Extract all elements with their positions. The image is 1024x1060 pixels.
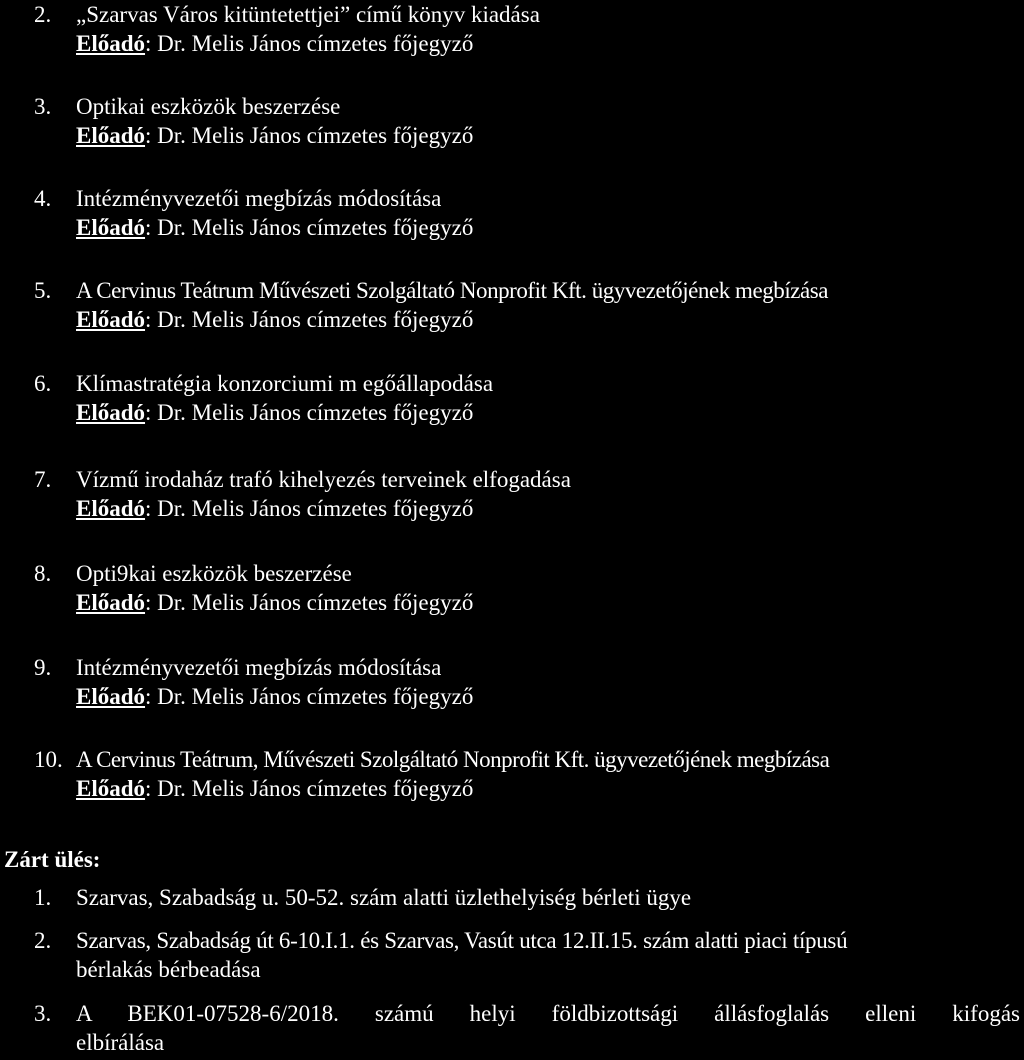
item-number: 9. xyxy=(34,655,52,680)
presenter-name: : Dr. Melis János címzetes főjegyző xyxy=(145,123,474,148)
agenda-item xyxy=(34,559,1020,617)
presenter-label: Előadó xyxy=(76,215,146,240)
item-presenter xyxy=(34,774,1020,803)
agenda-item xyxy=(34,92,1020,150)
item-presenter xyxy=(34,213,1020,242)
item-number: 10. xyxy=(34,747,63,772)
presenter-label: Előadó xyxy=(76,31,146,56)
item-presenter xyxy=(34,305,1020,334)
presenter-label: Előadó xyxy=(76,400,146,425)
item-number: 8. xyxy=(34,561,52,586)
item-number: 3. xyxy=(34,94,52,119)
presenter-label: Előadó xyxy=(76,123,146,148)
item-number: 6. xyxy=(34,371,52,396)
item-presenter xyxy=(34,494,1020,523)
item-presenter xyxy=(34,121,1020,150)
presenter-name: : Dr. Melis János címzetes főjegyző xyxy=(145,307,474,332)
item-title-line: A BEK01-07528-6/2018. számú helyi földbizottsági állásfoglalás elleni kifogás xyxy=(76,1001,1020,1026)
presenter-label: Előadó xyxy=(76,684,146,709)
presenter-label: Előadó xyxy=(76,776,146,801)
item-title: „Szarvas Város kitüntetettjei” című könyv kiadása xyxy=(76,2,540,27)
item-title xyxy=(76,926,1020,984)
agenda-item xyxy=(34,465,1020,523)
item-title-line: Szarvas, Szabadság út 6-10.I.1. és Szarvas, Vasút utca 12.II.15. szám alatti piaci típusú xyxy=(76,928,848,953)
item-presenter xyxy=(34,398,1020,427)
item-title: Szarvas, Szabadság u. 50-52. szám alatti üzlethelyiség bérleti ügye xyxy=(76,885,692,910)
item-number: 5. xyxy=(34,278,52,303)
item-title-line: elbírálása xyxy=(76,1030,165,1055)
closed-agenda-item xyxy=(34,883,1020,912)
item-number: 3. xyxy=(34,1001,52,1026)
item-presenter xyxy=(34,588,1020,617)
presenter-name: : Dr. Melis János címzetes főjegyző xyxy=(145,496,474,521)
closed-session-heading: Zárt ülés: xyxy=(4,847,101,872)
item-title: A Cervinus Teátrum Művészeti Szolgáltató Nonprofit Kft. ügyvezetőjének megbízása xyxy=(76,278,829,303)
agenda-item xyxy=(34,653,1020,711)
item-title-line: bérlakás bérbeadása xyxy=(76,957,261,982)
presenter-name: : Dr. Melis János címzetes főjegyző xyxy=(145,776,474,801)
item-presenter xyxy=(34,29,1020,58)
presenter-label: Előadó xyxy=(76,307,146,332)
presenter-name: : Dr. Melis János címzetes főjegyző xyxy=(145,400,474,425)
item-number: 7. xyxy=(34,467,52,492)
presenter-name: : Dr. Melis János címzetes főjegyző xyxy=(145,684,474,709)
closed-agenda-item xyxy=(34,926,1020,984)
agenda-item xyxy=(34,184,1020,242)
item-title: Intézményvezetői megbízás módosítása xyxy=(76,186,442,211)
item-title: A Cervinus Teátrum, Művészeti Szolgáltató Nonprofit Kft. ügyvezetőjének megbízása xyxy=(76,747,830,772)
agenda-item xyxy=(34,276,1020,334)
agenda-item xyxy=(34,745,1020,803)
item-number: 2. xyxy=(34,2,52,27)
item-title xyxy=(76,999,1020,1057)
presenter-name: : Dr. Melis János címzetes főjegyző xyxy=(145,215,474,240)
presenter-name: : Dr. Melis János címzetes főjegyző xyxy=(145,590,474,615)
item-presenter xyxy=(34,682,1020,711)
presenter-name: : Dr. Melis János címzetes főjegyző xyxy=(145,31,474,56)
agenda-item xyxy=(34,0,1020,58)
presenter-label: Előadó xyxy=(76,590,146,615)
item-title: Klímastratégia konzorciumi m egőállapodása xyxy=(76,371,494,396)
item-title: Vízmű irodaház trafó kihelyezés terveinek elfogadása xyxy=(76,467,571,492)
item-number: 2. xyxy=(34,928,52,953)
item-number: 4. xyxy=(34,186,52,211)
closed-agenda-item xyxy=(34,999,1020,1057)
item-number: 1. xyxy=(34,885,52,910)
item-title: Intézményvezetői megbízás módosítása xyxy=(76,655,442,680)
item-title: Opti9kai eszközök beszerzése xyxy=(76,561,352,586)
agenda-item xyxy=(34,369,1020,427)
item-title: Optikai eszközök beszerzése xyxy=(76,94,341,119)
presenter-label: Előadó xyxy=(76,496,146,521)
